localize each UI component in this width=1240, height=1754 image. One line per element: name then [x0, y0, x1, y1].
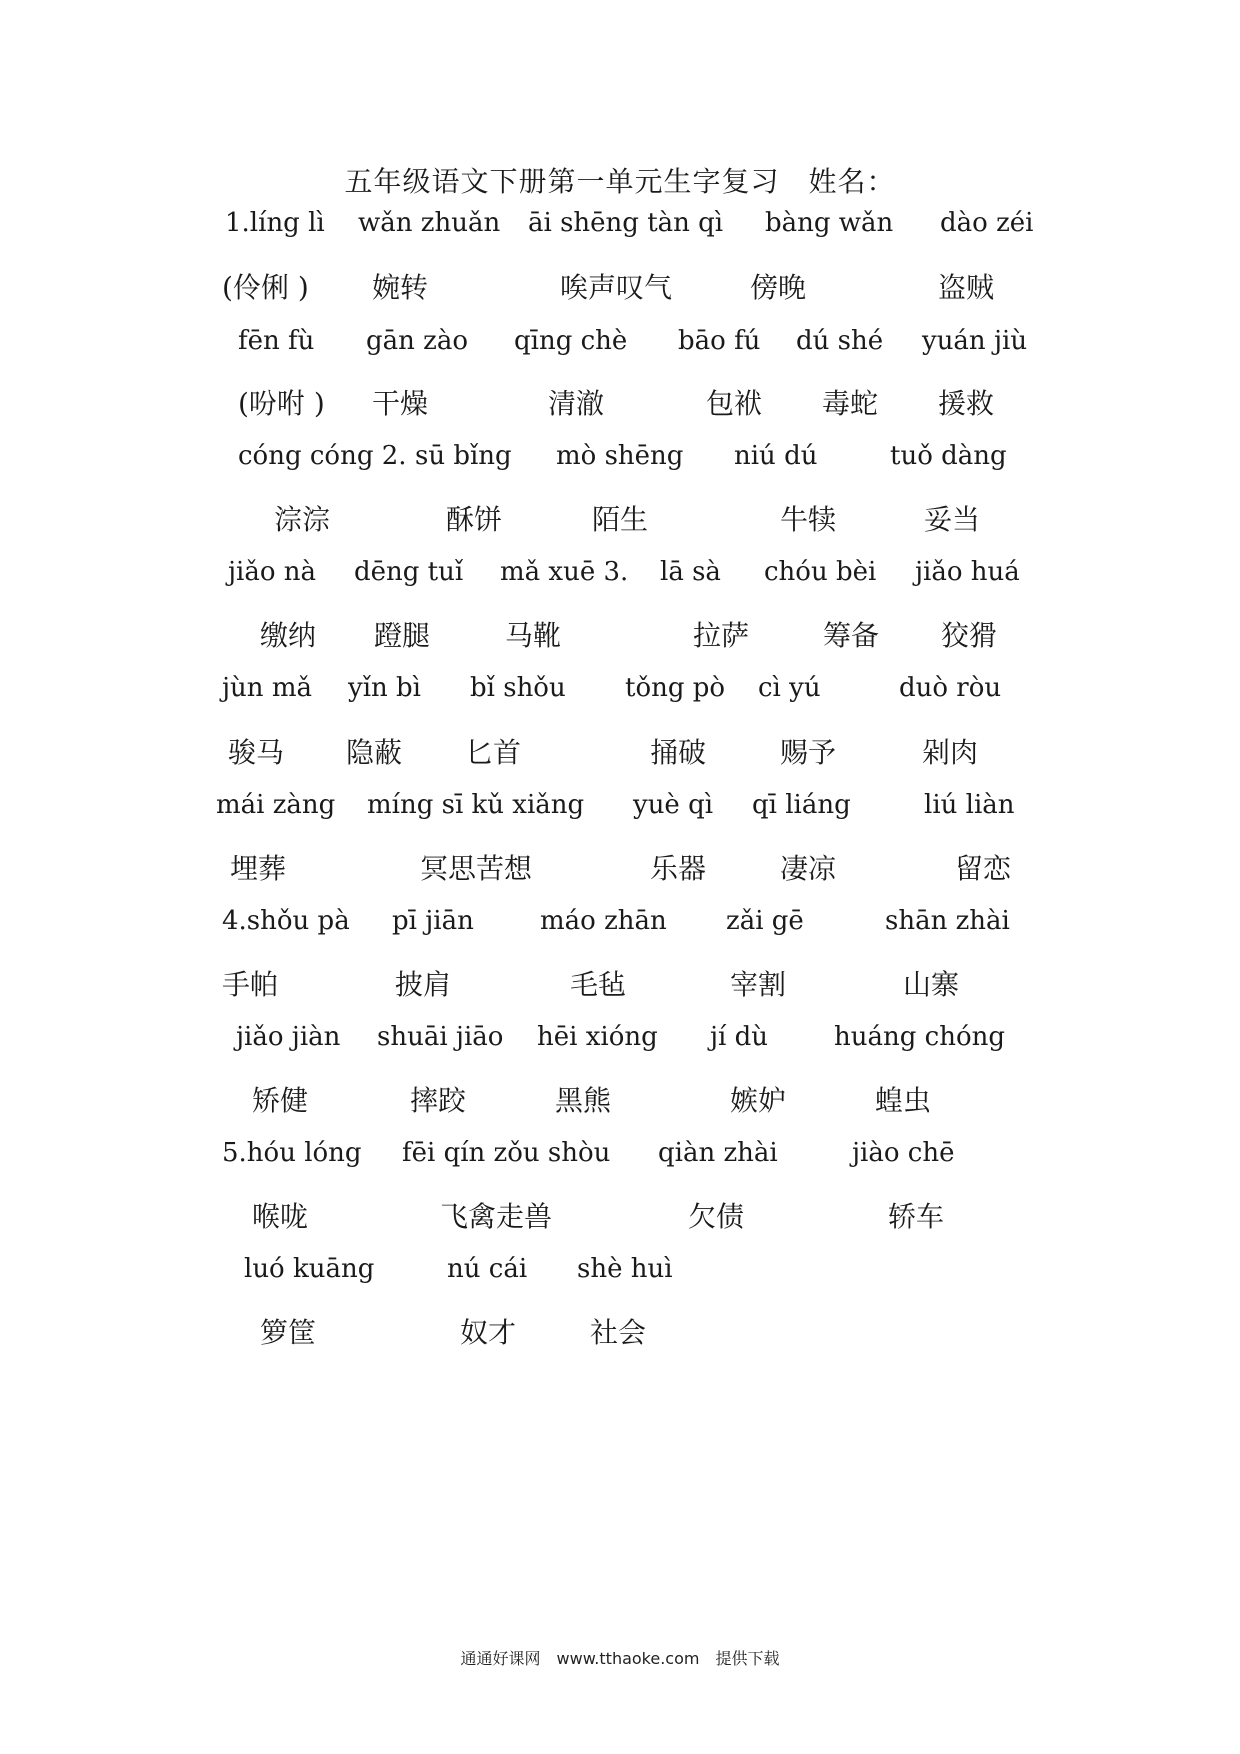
footer-credit: 通通好课网 www.tthaoke.com 提供下载 — [460, 1649, 780, 1668]
hanzi-entry: 赐予 — [780, 736, 837, 769]
hanzi-row — [0, 1195, 1240, 1235]
hanzi-entry: 蹬腿 — [374, 619, 431, 652]
hanzi-entry: 干燥 — [372, 387, 429, 420]
pinyin-entry: 4.shǒu pà — [222, 906, 350, 936]
hanzi-entry: 骏马 — [228, 736, 285, 769]
hanzi-row — [0, 731, 1240, 771]
pinyin-entry: yǐn bì — [348, 673, 421, 703]
hanzi-entry: 拉萨 — [693, 619, 750, 652]
hanzi-row — [0, 847, 1240, 887]
pinyin-entry: jùn mǎ — [222, 673, 312, 703]
hanzi-entry: 酥饼 — [446, 503, 503, 536]
pinyin-row — [0, 208, 1240, 248]
pinyin-entry: huáng chóng — [834, 1022, 1005, 1052]
hanzi-entry: 埋葬 — [230, 852, 287, 885]
pinyin-entry: chóu bèi — [764, 557, 877, 587]
pinyin-row — [0, 1254, 1240, 1294]
pinyin-entry: bǐ shǒu — [470, 673, 566, 703]
hanzi-entry: 淙淙 — [274, 503, 331, 536]
pinyin-row — [0, 441, 1240, 481]
pinyin-entry: yuè qì — [633, 790, 714, 820]
hanzi-row — [0, 963, 1240, 1003]
pinyin-entry: shuāi jiāo — [377, 1022, 504, 1052]
hanzi-entry: 社会 — [590, 1316, 647, 1349]
hanzi-entry: 欠债 — [688, 1200, 745, 1233]
hanzi-entry: 披肩 — [395, 968, 452, 1001]
pinyin-row — [0, 673, 1240, 713]
hanzi-row — [0, 382, 1240, 422]
pinyin-entry: wǎn zhuǎn — [358, 208, 501, 238]
pinyin-entry: mò shēng — [556, 441, 684, 471]
hanzi-row — [0, 1079, 1240, 1119]
pinyin-entry: dēng tuǐ — [354, 557, 464, 587]
pinyin-entry: gān zào — [366, 326, 469, 356]
hanzi-entry: 矫健 — [252, 1084, 309, 1117]
pinyin-entry: jiǎo huá — [915, 557, 1020, 587]
hanzi-entry: 冥思苦想 — [420, 852, 533, 885]
hanzi-row — [0, 498, 1240, 538]
hanzi-entry: 陌生 — [592, 503, 649, 536]
hanzi-entry: 宰割 — [730, 968, 787, 1001]
hanzi-entry: 山寨 — [903, 968, 960, 1001]
hanzi-entry: 傍晚 — [750, 271, 807, 304]
hanzi-entry: 毒蛇 — [822, 387, 879, 420]
hanzi-row — [0, 266, 1240, 306]
pinyin-entry: hēi xióng — [537, 1022, 658, 1052]
pinyin-entry: qiàn zhài — [658, 1138, 778, 1168]
pinyin-entry: bāo fú — [678, 326, 761, 356]
pinyin-entry: dào zéi — [940, 208, 1034, 238]
hanzi-entry: 婉转 — [372, 271, 429, 304]
hanzi-entry: 筹备 — [823, 619, 880, 652]
pinyin-entry: jiào chē — [852, 1138, 955, 1168]
hanzi-entry: 摔跤 — [410, 1084, 467, 1117]
hanzi-entry: (伶俐 ) — [222, 271, 309, 304]
pinyin-entry: cóng cóng 2. — [238, 441, 407, 471]
pinyin-row — [0, 1138, 1240, 1178]
hanzi-entry: 飞禽走兽 — [440, 1200, 553, 1233]
pinyin-entry: bàng wǎn — [765, 208, 894, 238]
pinyin-entry: cì yú — [758, 673, 821, 703]
pinyin-row — [0, 557, 1240, 597]
pinyin-entry: míng sī kǔ xiǎng — [367, 790, 585, 820]
hanzi-entry: 轿车 — [888, 1200, 945, 1233]
pinyin-entry: mǎ xuē 3. — [500, 557, 629, 587]
hanzi-entry: 留恋 — [955, 852, 1012, 885]
pinyin-entry: qīng chè — [514, 326, 628, 356]
pinyin-entry: tǒng pò — [625, 673, 726, 703]
hanzi-entry: 奴才 — [460, 1316, 517, 1349]
pinyin-entry: fēi qín zǒu shòu — [402, 1138, 611, 1168]
hanzi-entry: 手帕 — [222, 968, 279, 1001]
hanzi-entry: 马靴 — [505, 619, 562, 652]
hanzi-entry: 匕首 — [465, 736, 522, 769]
hanzi-entry: 捅破 — [650, 736, 707, 769]
pinyin-entry: nú cái — [447, 1254, 528, 1284]
pinyin-entry: luó kuāng — [244, 1254, 375, 1284]
pinyin-entry: sū bǐng — [415, 441, 512, 471]
hanzi-entry: 狡猾 — [941, 619, 998, 652]
hanzi-entry: 毛毡 — [570, 968, 627, 1001]
hanzi-entry: 包袱 — [706, 387, 763, 420]
pinyin-entry: āi shēng tàn qì — [528, 208, 724, 238]
pinyin-entry: mái zàng — [216, 790, 336, 820]
pinyin-entry: jí dù — [710, 1022, 769, 1052]
hanzi-entry: 嫉妒 — [730, 1084, 787, 1117]
pinyin-entry: zǎi gē — [726, 906, 804, 936]
hanzi-entry: 缴纳 — [260, 619, 317, 652]
pinyin-entry: 1.líng lì — [225, 208, 325, 238]
pinyin-entry: duò ròu — [899, 673, 1002, 703]
hanzi-entry: (吩咐 ) — [238, 387, 325, 420]
hanzi-entry: 盗贼 — [938, 271, 995, 304]
pinyin-entry: shān zhài — [885, 906, 1010, 936]
pinyin-entry: yuán jiù — [922, 326, 1028, 356]
pinyin-entry: máo zhān — [540, 906, 667, 936]
hanzi-entry: 箩筐 — [260, 1316, 317, 1349]
pinyin-entry: liú liàn — [924, 790, 1015, 820]
pinyin-entry: lā sà — [660, 557, 721, 587]
page-title: 五年级语文下册第一单元生字复习 姓名： — [344, 165, 896, 198]
pinyin-row — [0, 790, 1240, 830]
hanzi-entry: 牛犊 — [780, 503, 837, 536]
pinyin-entry: 5.hóu lóng — [222, 1138, 362, 1168]
hanzi-entry: 喉咙 — [252, 1200, 309, 1233]
hanzi-entry: 援救 — [938, 387, 995, 420]
hanzi-entry: 隐蔽 — [346, 736, 403, 769]
pinyin-entry: jiǎo nà — [228, 557, 317, 587]
pinyin-entry: jiǎo jiàn — [236, 1022, 341, 1052]
pinyin-entry: niú dú — [734, 441, 818, 471]
hanzi-entry: 妥当 — [924, 503, 981, 536]
hanzi-entry: 黑熊 — [555, 1084, 612, 1117]
hanzi-row — [0, 1311, 1240, 1351]
hanzi-entry: 蝗虫 — [875, 1084, 932, 1117]
pinyin-entry: shè huì — [577, 1254, 673, 1284]
pinyin-entry: pī jiān — [392, 906, 474, 936]
pinyin-entry: tuǒ dàng — [890, 441, 1007, 471]
pinyin-entry: qī liáng — [752, 790, 851, 820]
pinyin-row — [0, 1022, 1240, 1062]
pinyin-entry: dú shé — [796, 326, 884, 356]
hanzi-row — [0, 614, 1240, 654]
hanzi-entry: 剁肉 — [922, 736, 979, 769]
pinyin-entry: fēn fù — [238, 326, 315, 356]
pinyin-row — [0, 906, 1240, 946]
pinyin-row — [0, 326, 1240, 366]
hanzi-entry: 乐器 — [650, 852, 707, 885]
hanzi-entry: 清澈 — [548, 387, 605, 420]
hanzi-entry: 凄凉 — [780, 852, 837, 885]
hanzi-entry: 唉声叹气 — [560, 271, 673, 304]
